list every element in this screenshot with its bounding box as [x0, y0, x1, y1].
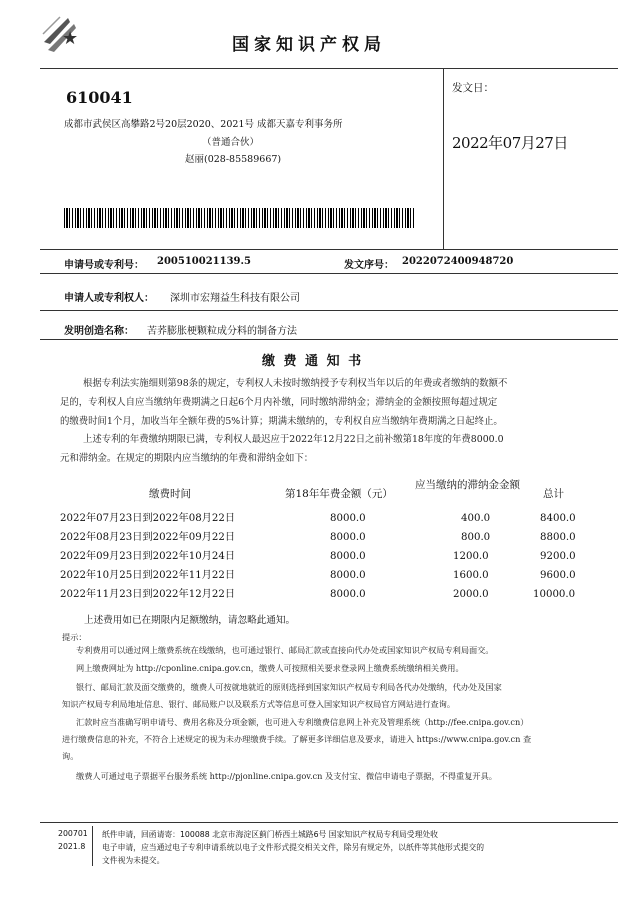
- total-fee: 9200.0: [540, 551, 576, 562]
- applicant-name: 深圳市宏翔益生科技有限公司: [170, 293, 300, 304]
- tip-line: 网上缴费网址为 http://cponline.cnipa.gov.cn，缴费人可按照相关要求登录网上缴费系统缴纳相关费用。: [76, 663, 464, 673]
- fee-period: 2022年09月23日到2022年10月24日: [60, 551, 236, 562]
- footer-code-1: 200701: [58, 829, 88, 838]
- tip-line: 询。: [62, 751, 79, 761]
- fee-period: 2022年07月23日到2022年08月22日: [60, 513, 236, 524]
- notice-title: 缴 费 通 知 书: [262, 354, 364, 369]
- total-fee: 8400.0: [540, 513, 576, 524]
- footer-line-1: 纸件申请，回函请寄：100088 北京市海淀区蓟门桥西土城路6号 国家知识产权局专利局受理处收: [102, 830, 438, 839]
- info-bottom-line: [40, 339, 618, 340]
- notice-para2-line2: 元和滞纳金。在规定的期限内应当缴纳的年费和滞纳金如下：: [60, 453, 314, 464]
- tip-line: 缴费人可通过电子票据平台服务系统 http://pjonline.cnipa.gov.cn 及支付宝、微信申请电子票据，不得重复开具。: [76, 771, 497, 781]
- invention-title: 苦荞膨胀梗颗粒成分料的制备方法: [147, 326, 297, 337]
- recipient-address: 成都市武侯区高攀路2号20层2020、2021号 成都天嘉专利事务所: [64, 119, 343, 130]
- footer-code-2: 2021.8: [58, 842, 86, 851]
- notice-para1-line2: 足的，专利权人自应当缴纳年费期满之日起6个月内补缴，同时缴纳滞纳金；滞纳金的金额按照每超过规定: [60, 397, 498, 408]
- postal-code: 610041: [66, 88, 133, 107]
- info-top-line: [40, 249, 618, 250]
- tips-label: 提示：: [62, 632, 87, 642]
- barcode: [64, 208, 416, 228]
- total-fee: 10000.0: [533, 589, 576, 600]
- late-fee: 800.0: [461, 532, 491, 543]
- annual-fee: 8000.0: [330, 532, 366, 543]
- tip-line: 专利费用可以通过网上缴费系统在线缴纳，也可通过银行、邮局汇款或直接向代办处或国家知识产权局专利局面交。: [76, 645, 494, 655]
- col-header-annual-fee: 第18年年费金额（元）: [285, 488, 393, 500]
- notice-para1-line1: 根据专利法实施细则第98条的规定，专利权人未按时缴纳授予专利权当年以后的年费或者缴纳的数额不: [83, 378, 508, 389]
- annual-fee: 8000.0: [330, 551, 366, 562]
- annual-fee: 8000.0: [330, 589, 366, 600]
- emblem-logo: [40, 14, 84, 58]
- notice-para2-line1: 上述专利的年费缴纳期限已满，专利权人最迟应于2022年12月22日之前补缴第18年度的年费8000.0: [83, 434, 504, 445]
- serial-no: 2022072400948720: [402, 256, 514, 267]
- late-fee: 1600.0: [453, 570, 489, 581]
- annual-fee: 8000.0: [330, 513, 366, 524]
- total-fee: 8800.0: [540, 532, 576, 543]
- annual-fee: 8000.0: [330, 570, 366, 581]
- tip-line: 进行缴费信息的补充，不符合上述规定的视为未办理缴费手续。了解更多详细信息及要求，请进入 https://www.cnipa.gov.cn 查: [62, 734, 532, 744]
- col-header-total: 总计: [543, 488, 564, 500]
- closing-note: 上述费用如已在期限内足额缴纳，请忽略此通知。: [84, 615, 296, 626]
- tip-line: 知识产权局专利局地址信息、银行、邮局账户以及联系方式等信息可登入国家知识产权局官方网站进行查询。: [62, 699, 456, 709]
- late-fee: 400.0: [461, 513, 491, 524]
- notice-para1-line3: 的缴费时间1个月，加收当年全额年费的5%计算；期满未缴纳的，专利权自应当缴纳年费期满之日起终止。: [60, 416, 503, 427]
- app-no: 200510021139.5: [157, 256, 251, 267]
- footer-divider: [40, 822, 618, 823]
- serial-label: 发文序号：: [344, 260, 394, 271]
- applicant-label: 申请人或专利权人：: [64, 293, 154, 304]
- late-fee: 2000.0: [453, 589, 489, 600]
- total-fee: 9600.0: [540, 570, 576, 581]
- tip-line: 汇款时应当准确写明申请号、费用名称及分项金额，也可进入专利缴费信息网上补充及管理系统（http://fee.cnipa.gov.cn）: [76, 717, 529, 727]
- col-header-late-fee: 应当缴纳的滞纳金金额: [415, 479, 520, 491]
- late-fee: 1200.0: [453, 551, 489, 562]
- app-no-label: 申请号或专利号：: [64, 260, 144, 271]
- footer-line-3: 文件视为未提交。: [102, 856, 165, 865]
- date-box-divider: [443, 68, 444, 249]
- footer-line-2: 电子申请，应当通过电子专利申请系统以电子文件形式提交相关文件，除另有规定外，以纸件等其他形式提交的: [102, 843, 485, 852]
- invention-title-label: 发明创造名称：: [64, 326, 134, 337]
- issue-date-label: 发文日：: [452, 82, 494, 94]
- fee-period: 2022年08月23日到2022年09月22日: [60, 532, 236, 543]
- recipient-mail-type: （普通合伙）: [202, 137, 260, 148]
- col-header-period: 缴费时间: [149, 488, 191, 500]
- fee-period: 2022年11月23日到2022年12月22日: [60, 589, 236, 600]
- office-name: 国家知识产权局: [232, 35, 386, 55]
- info-line-2: [40, 273, 618, 274]
- recipient-contact: 赵丽(028-85589667): [185, 154, 282, 165]
- tip-line: 银行、邮局汇款及面交缴费的，缴费人可按就地就近的原则选择到国家知识产权局专利局各代办处缴纳，代办处及国家: [76, 682, 502, 692]
- issue-date-value: 2022年07月27日: [452, 134, 568, 152]
- footer-code-divider: [92, 826, 93, 866]
- info-line-3: [40, 310, 618, 311]
- fee-period: 2022年10月25日到2022年11月22日: [60, 570, 236, 581]
- header-divider: [40, 68, 618, 69]
- svg-text:★: ★: [62, 28, 79, 49]
